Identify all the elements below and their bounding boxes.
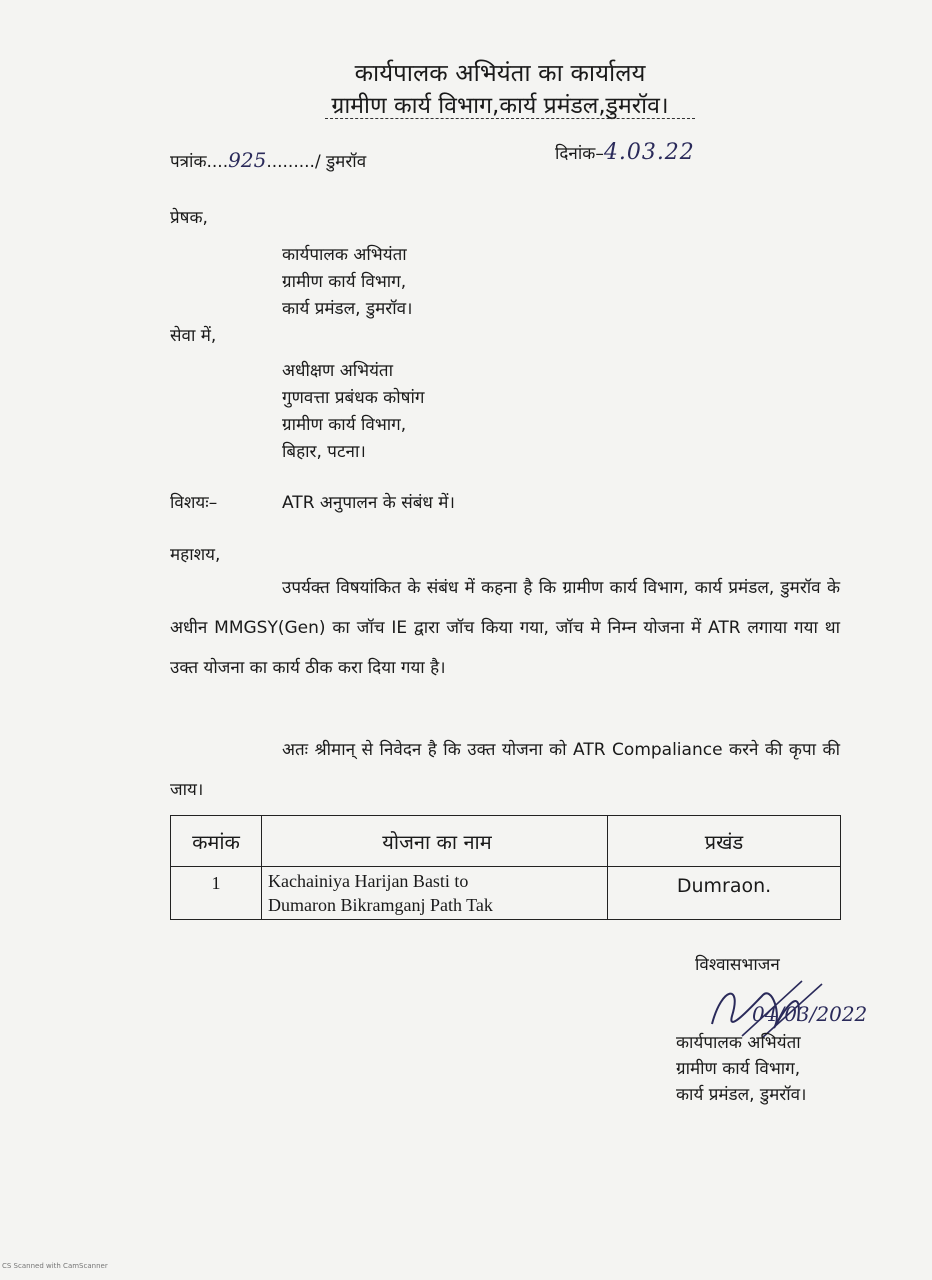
subject-text: ATR अनुपालन के संबंध में। [282,493,455,513]
recipient-line: गुणवत्ता प्रबंधक कोषांग [282,388,425,408]
row-scheme-name [262,867,608,920]
row-serial: 1 [171,867,262,920]
header-block: प्रखंड [608,816,841,867]
signatory-line: ग्रामीण कार्य विभाग, [676,1059,801,1079]
sender-line: ग्रामीण कार्य विभाग, [282,272,407,292]
row-block: Dumraon. [608,867,841,920]
header-serial: कमांक [171,816,262,867]
sender-line: कार्य प्रमंडल, डुमरॉव। [282,299,413,319]
scanner-watermark: CS Scanned with CamScanner [2,1262,108,1270]
reference-label: पत्रांक [170,152,207,172]
yours-faithfully: विश्वासभाजन [695,955,780,975]
sender-line: कार्यपालक अभियंता [282,245,407,265]
table-row [171,867,841,920]
body-paragraph-2: अतः श्रीमान् से निवेदन है कि उक्त योजना को ATR Compaliance करने की कृपा की जाय। [170,740,840,800]
signatory-line: कार्यपालक अभियंता [676,1033,801,1053]
header-underline [325,118,695,119]
department-title: ग्रामीण कार्य विभाग,कार्य प्रमंडल,डुमरॉव। [331,93,669,119]
salutation: महाशय, [170,545,221,565]
reference-number: 925 [228,148,267,172]
date-label: दिनांक– [555,144,604,164]
signatory-line: कार्य प्रमंडल, डुमरॉव। [676,1085,807,1105]
reference-suffix: / डुमरॉव [314,152,367,172]
date-value: 4.03.22 [603,140,695,165]
scheme-table [170,815,841,920]
header-scheme-name: योजना का नाम [262,816,608,867]
body-paragraph-1: उपर्यक्त विषयांकित के संबंध में कहना है कि ग्रामीण कार्य विभाग, कार्य प्रमंडल, डुमरॉव के अधीन MMGSY(Gen) का जॉच IE द्वारा जॉच किया गया, जॉच मे निम्न योजना में ATR लगाया गया था उक्त योजना का कार्य ठीक करा दिया गया है। [170,578,840,678]
subject-label: विशयः– [170,493,218,513]
recipient-label: सेवा में, [170,326,217,346]
sender-label: प्रेषक, [170,208,208,228]
date-line [555,140,695,165]
scheme-name-line: Kachainiya Harijan Basti to [268,871,469,891]
recipient-line: अधीक्षण अभियंता [282,361,394,381]
recipient-line: ग्रामीण कार्य विभाग, [282,415,407,435]
signature-date: 04/03/2022 [752,1002,868,1026]
office-title: कार्यपालक अभियंता का कार्यालय [354,59,646,87]
table-header-row [171,816,841,867]
reference-line: पत्रांक....925........./ डुमरॉव [170,148,367,172]
recipient-line: बिहार, पटना। [282,442,366,462]
scheme-name-line: Dumaron Bikramganj Path Tak [268,895,493,915]
